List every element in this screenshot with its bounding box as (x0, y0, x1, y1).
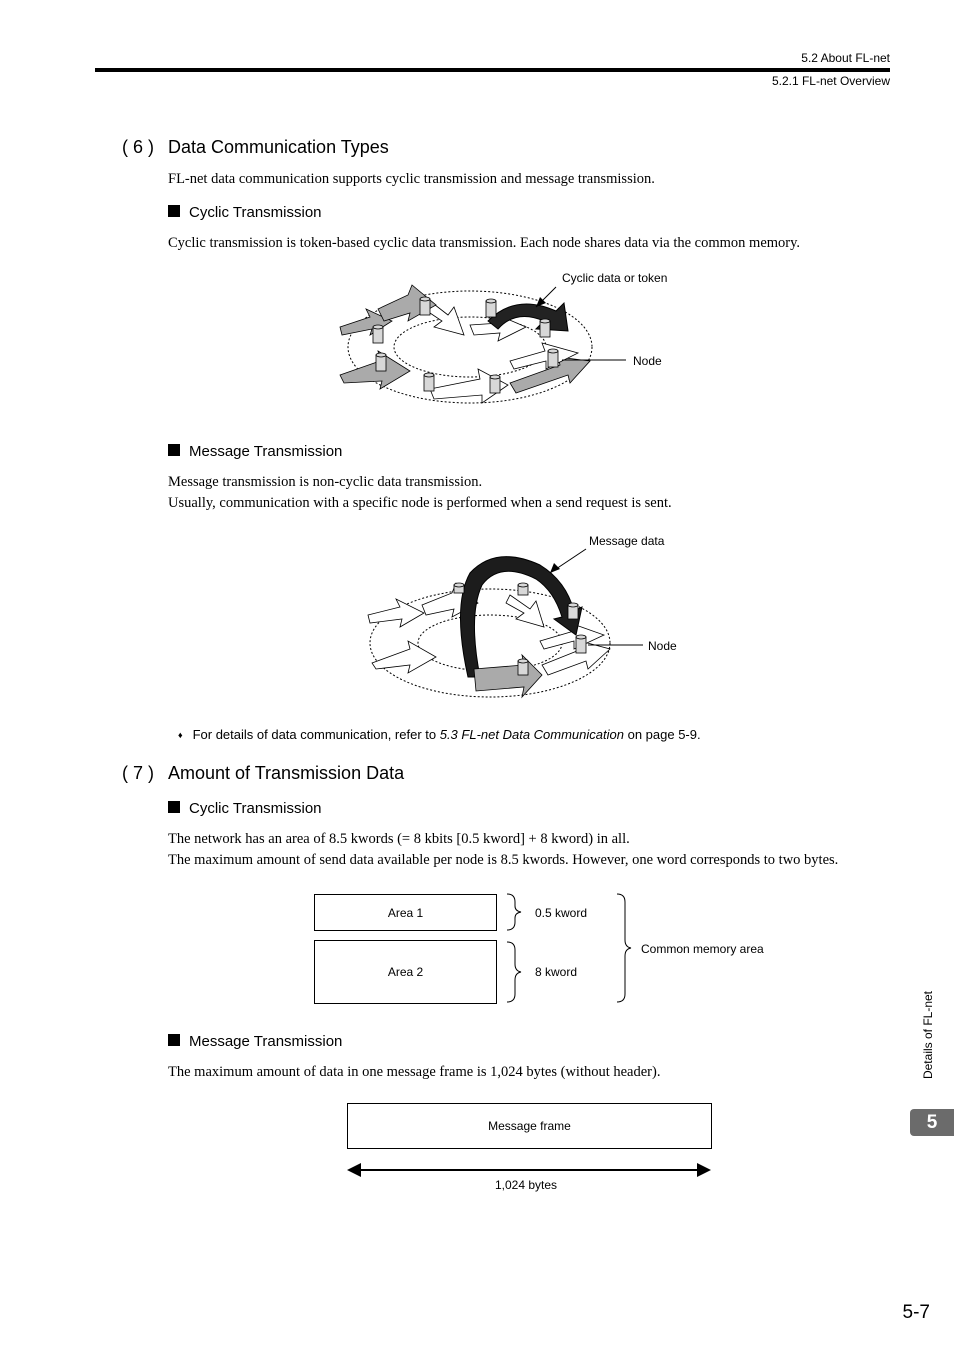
message-node-label: Node (648, 639, 677, 653)
area-1-brace (507, 894, 521, 930)
cyclic-node-label: Node (633, 354, 662, 368)
common-memory-label: Common memory area (641, 942, 764, 956)
section-7-number: ( 7 ) (122, 763, 155, 783)
reference-note: ♦ For details of data communication, refer to 5.3 FL-net Data Communication on page 5-9. (178, 727, 701, 742)
cyclic-transmission-diagram (330, 265, 690, 420)
amount-cyclic-heading: Cyclic Transmission (168, 800, 322, 817)
square-bullet-icon (168, 205, 180, 217)
page-number: 5-7 (902, 1302, 930, 1323)
amount-message-heading: Message Transmission (168, 1033, 342, 1050)
header-rule (95, 68, 890, 72)
message-transmission-text-2: Usually, communication with a specific node is performed when a send request is sent. (168, 495, 672, 511)
area-2-size: 8 kword (535, 965, 578, 979)
frame-size-arrow (345, 1160, 715, 1180)
amount-cyclic-text-1: The network has an area of 8.5 kwords (= 8 kbits [0.5 kword] + 8 kword) in all. (168, 831, 630, 847)
chapter-tab[interactable]: 5 (910, 1109, 954, 1136)
area-1-size: 0.5 kword (535, 906, 588, 920)
area-2-box: Area 2 (314, 940, 497, 1004)
square-bullet-icon (168, 444, 180, 456)
message-frame-box: Message frame (347, 1103, 712, 1149)
section-6-intro: FL-net data communication supports cyclic transmission and message transmission. (168, 171, 655, 187)
section-7-title: Amount of Transmission Data (168, 763, 405, 783)
arrowhead-left-icon (347, 1163, 361, 1177)
reference-link[interactable]: 5.3 FL-net Data Communication (439, 727, 624, 742)
frame-size-label: 1,024 bytes (495, 1178, 558, 1192)
amount-cyclic-text-2: The maximum amount of send data available per node is 8.5 kwords. However, one word corresponds to two bytes. (168, 852, 839, 868)
section-6-heading (122, 137, 389, 158)
diamond-bullet-icon: ♦ (178, 730, 183, 740)
header-section: 5.2 About FL-net (801, 51, 890, 65)
section-6-title: Data Communication Types (168, 137, 389, 157)
message-transmission-text-1: Message transmission is non-cyclic data transmission. (168, 474, 483, 490)
area-1-box: Area 1 (314, 894, 497, 931)
cyclic-transmission-heading: Cyclic Transmission (168, 204, 322, 221)
header-subsection: 5.2.1 FL-net Overview (771, 74, 890, 88)
common-memory-brace (617, 894, 631, 1002)
message-data-label: Message data (589, 534, 665, 548)
square-bullet-icon (168, 1034, 180, 1046)
amount-message-text: The maximum amount of data in one message frame is 1,024 bytes (without header). (168, 1064, 661, 1080)
square-bullet-icon (168, 801, 180, 813)
cyclic-data-label: Cyclic data or token (562, 271, 668, 285)
message-bottom-arrow (474, 655, 542, 697)
arrowhead-right-icon (697, 1163, 711, 1177)
ring-arrow (340, 351, 410, 389)
section-6-number: ( 6 ) (122, 137, 155, 157)
message-transmission-diagram (360, 545, 660, 705)
pointer-arrowhead (550, 563, 560, 573)
section-7-heading (122, 763, 404, 784)
cyclic-transmission-text: Cyclic transmission is token-based cyclic data transmission. Each node shares data via the common memory. (168, 235, 801, 251)
message-transmission-heading: Message Transmission (168, 443, 342, 460)
area-2-brace (507, 942, 521, 1002)
side-chapter-label: Details of FL-net (921, 990, 935, 1080)
